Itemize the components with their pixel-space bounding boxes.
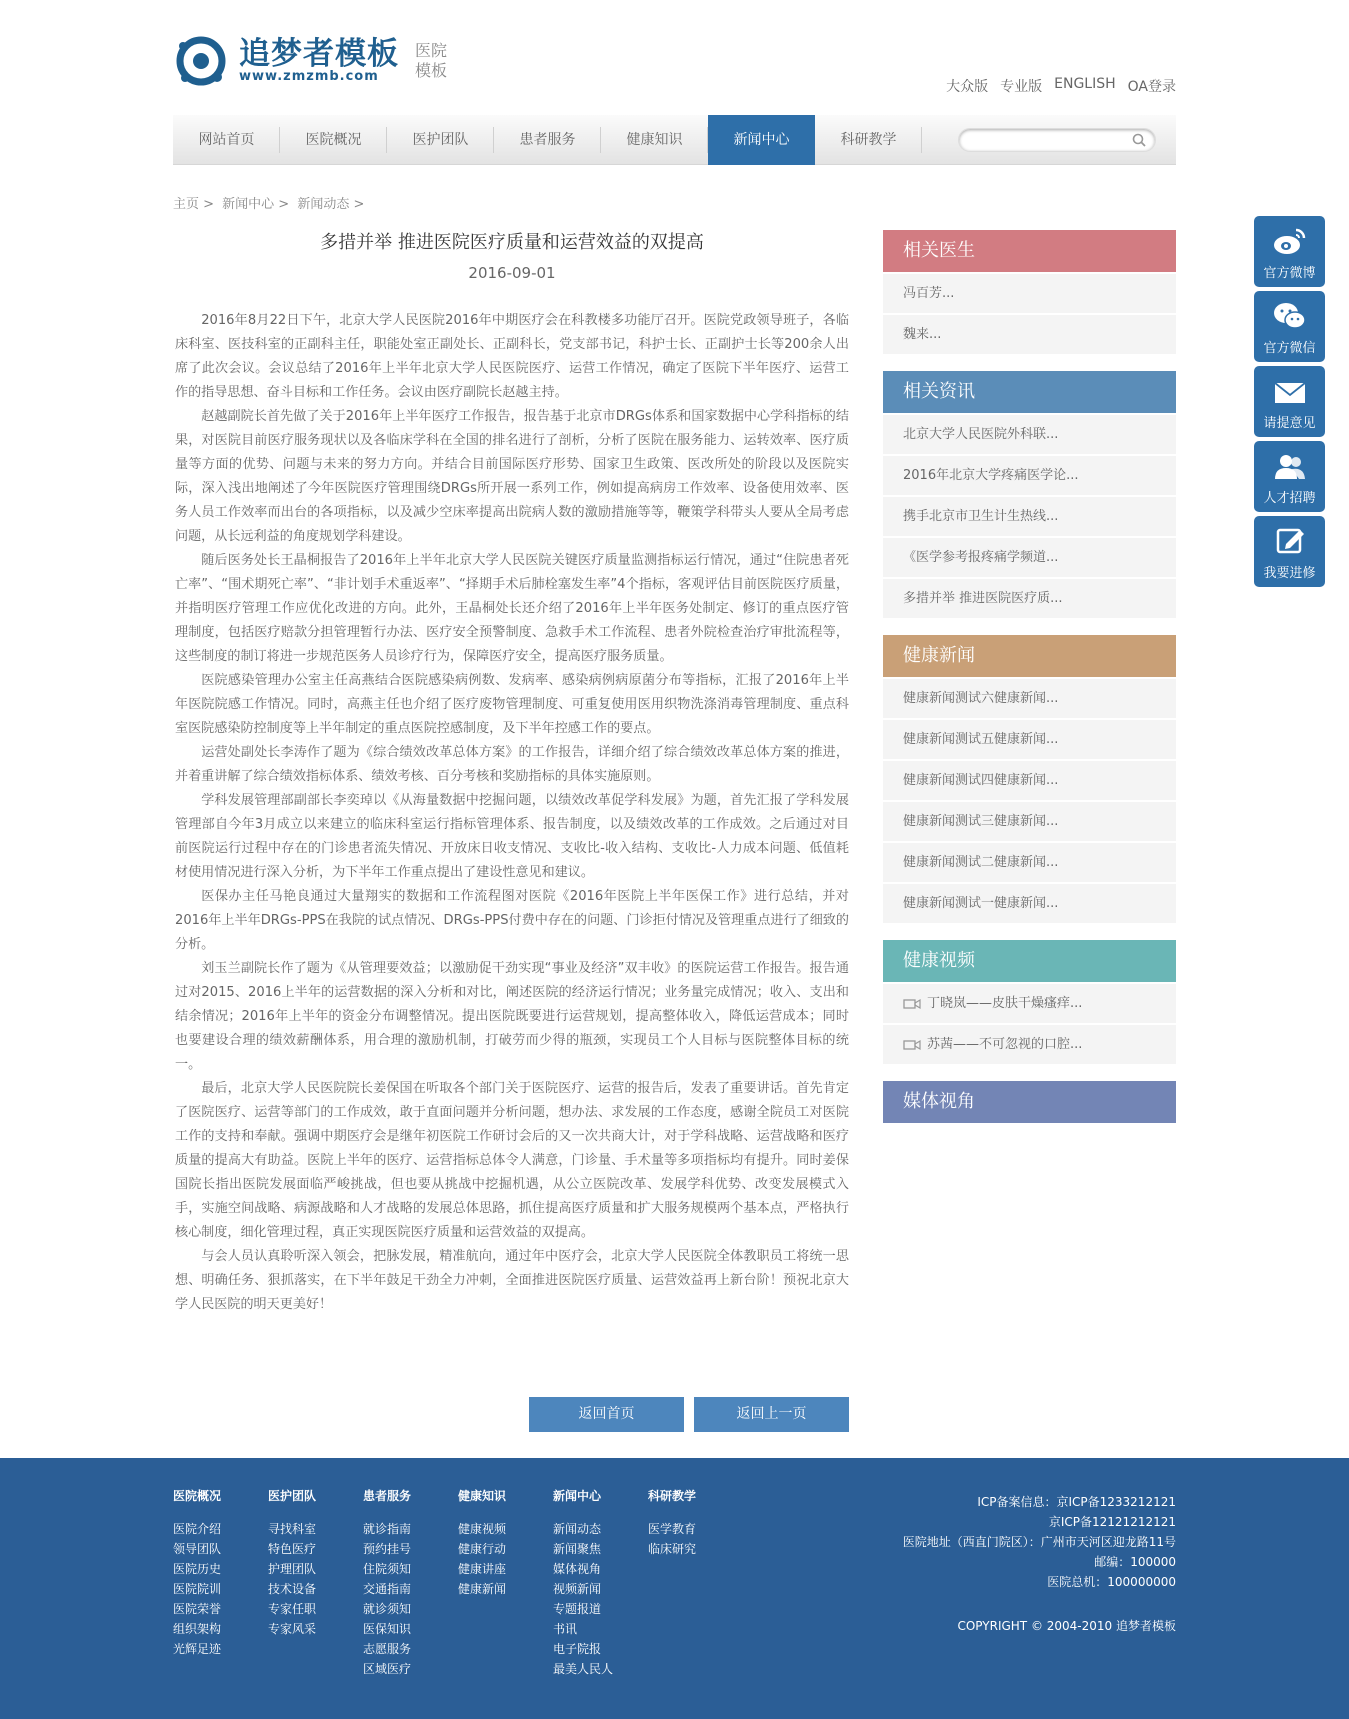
- list-item[interactable]: 健康新闻测试四健康新闻...: [883, 761, 1176, 800]
- article-buttons: [529, 1397, 849, 1432]
- nav-item-health[interactable]: 健康知识: [601, 115, 708, 165]
- feedback-button[interactable]: [1254, 366, 1325, 437]
- footer-link[interactable]: 新闻动态: [553, 1522, 602, 1536]
- main-nav: [173, 115, 1176, 165]
- footer-link[interactable]: 健康新闻: [458, 1582, 507, 1596]
- footer-info-line: 医院总机：100000000: [1047, 1575, 1176, 1589]
- article-title: 多措并举 推进医院医疗质量和运营效益的双提高: [320, 232, 704, 253]
- search-icon[interactable]: [1132, 133, 1146, 147]
- article-body: [175, 309, 849, 1317]
- footer-link[interactable]: 医保知识: [363, 1622, 412, 1636]
- breadcrumb-news[interactable]: 新闻中心 >: [222, 197, 290, 212]
- list-item[interactable]: 健康新闻测试一健康新闻...: [883, 884, 1176, 923]
- article-paragraph: 最后，北京大学人民医院院长姜保国在听取各个部门关于医院医疗、运营的报告后，发表了重要讲话。首先肯定了医院医疗、运营等部门的工作成效，敢于直面问题并分析问题，想办法、求发展的工作态度，感谢全院员工对医院工作的支持和奉献。强调中期医疗会是继年初医院工作研讨会后的又一次共商大计，对于学科战略、运营战略和医疗质量的提高大有助益。医院上半年的医疗、运营指标总体令人满意，门诊量、手术量等多项指标均有提升。同时姜保国院长指出医院发展面临严峻挑战，但也要从挑战中挖掘机遇，从公立医院改革、发展学科优势、改变发展模式入手，实施空间战略、病源战略和人才战略的发展总体思路，抓住提高医疗质量和扩大服务规模两个基本点，严格执行核心制度，细化管理过程，真正实现医院医疗质量和运营效益的双提高。: [175, 1081, 849, 1240]
- nav-item-news[interactable]: 新闻中心: [708, 115, 815, 165]
- footer-link[interactable]: 最美人民人: [553, 1662, 614, 1676]
- wechat-button[interactable]: [1254, 291, 1325, 362]
- weibo-icon: [1272, 226, 1308, 256]
- footer-column: [648, 1489, 743, 1679]
- nav-item-home[interactable]: 网站首页: [173, 115, 280, 165]
- list-item[interactable]: 健康新闻测试三健康新闻...: [883, 802, 1176, 841]
- footer-link[interactable]: 区域医疗: [363, 1662, 412, 1676]
- footer-link[interactable]: 交通指南: [363, 1582, 412, 1596]
- float-label: 官方微信: [1263, 341, 1316, 356]
- wechat-icon: [1272, 301, 1308, 331]
- article-paragraph: 赵越副院长首先做了关于2016年上半年医疗工作报告，报告基于北京市DRGs体系和国家数据中心学科指标的结果，对医院目前医疗服务现状以及各临床学科在全国的排名进行了剖析，分析了医院在服务能力、运转效率、医疗质量等方面的优势、问题与未来的努力方向。并结合目前国际医疗形势、国家卫生政策、医改所处的阶段以及医院实际，深入浅出地阐述了今年医院医疗管理围绕DRGs所开展一系列工作，例如提高病房工作效率、设备使用效率、医务人员工作效率而出台的各项指标，以及减少空床率提高出院病人数的激励措施等等，鞭策学科带头人要从全局考虑问题，从长远利益的角度规划学科建设。: [175, 409, 849, 544]
- footer-link[interactable]: 专题报道: [553, 1602, 602, 1616]
- footer-link[interactable]: 寻找科室: [268, 1522, 317, 1536]
- logo-subtitle: 医院模板: [415, 41, 448, 80]
- toplink-oa-login[interactable]: OA登录: [1127, 79, 1176, 95]
- video-item-label: 苏茜——不可忽视的口腔...: [927, 1037, 1083, 1052]
- edit-icon: [1272, 526, 1308, 556]
- video-item[interactable]: [883, 984, 1176, 1023]
- list-item[interactable]: 健康新闻测试二健康新闻...: [883, 843, 1176, 882]
- footer-info-line: 邮编：100000: [1094, 1555, 1176, 1569]
- footer-link[interactable]: 临床研究: [648, 1542, 697, 1556]
- footer-link[interactable]: 医院院训: [173, 1582, 222, 1596]
- video-camera-icon: [903, 1039, 921, 1051]
- footer-link[interactable]: 新闻聚焦: [553, 1542, 602, 1556]
- footer: [0, 1458, 1349, 1719]
- footer-info-line: ICP备案信息：京ICP备1233212121: [977, 1495, 1176, 1509]
- footer-link[interactable]: 就诊须知: [363, 1602, 412, 1616]
- footer-link[interactable]: 专家任职: [268, 1602, 317, 1616]
- footer-link[interactable]: 特色医疗: [268, 1542, 317, 1556]
- list-item[interactable]: 携手北京市卫生计生热线...: [883, 497, 1176, 536]
- floating-toolbar: [1254, 216, 1325, 591]
- list-item[interactable]: 健康新闻测试六健康新闻...: [883, 679, 1176, 718]
- list-item[interactable]: 2016年北京大学疼痛医学论...: [883, 456, 1176, 495]
- footer-info-line: 京ICP备12121212121: [1048, 1515, 1176, 1529]
- footer-link[interactable]: 光辉足迹: [173, 1642, 222, 1656]
- article-paragraph: 学科发展管理部副部长李奕琸以《从海量数据中挖掘问题，以绩效改革促学科发展》为题，首先汇报了学科发展管理部自今年3月成立以来建立的临床科室运行指标管理体系、报告制度，以及绩效改革的工作成效。之后通过对目前医院运行过程中存在的门诊患者流失情况、开放床日收支情况、支收比-收入结构、支收比-人力成本问题、低值耗材使用情况进行深入分析，为下半年工作重点提出了建设性意见和建议。: [175, 793, 849, 880]
- search-box: [958, 128, 1156, 152]
- list-item[interactable]: 魏来...: [883, 315, 1176, 354]
- list-item[interactable]: 北京大学人民医院外科联...: [883, 415, 1176, 454]
- footer-link[interactable]: 住院须知: [363, 1562, 412, 1576]
- footer-column: [173, 1489, 268, 1679]
- sidebar-box-doctors: [883, 230, 1176, 354]
- footer-columns: [173, 1489, 743, 1679]
- footer-column: [363, 1489, 458, 1679]
- float-label: 请提意见: [1263, 416, 1316, 431]
- footer-link[interactable]: 书讯: [553, 1622, 578, 1636]
- footer-link[interactable]: 专家风采: [268, 1622, 317, 1636]
- list-item[interactable]: 健康新闻测试五健康新闻...: [883, 720, 1176, 759]
- logo-icon: [173, 33, 237, 89]
- header: [173, 0, 1176, 108]
- footer-link[interactable]: 医学教育: [648, 1522, 697, 1536]
- logo-name: 追梦者模板: [239, 36, 399, 72]
- back-previous-button[interactable]: 返回上一页: [694, 1397, 849, 1432]
- recruitment-button[interactable]: [1254, 441, 1325, 512]
- footer-link[interactable]: 医院介绍: [173, 1522, 222, 1536]
- article-paragraph: 医院感染管理办公室主任高燕结合医院感染病例数、发病率、感染病例病原菌分布等指标，汇报了2016年上半年医院院感工作情况。同时，高燕主任也介绍了医疗废物管理制度、可重复使用医用织物洗涤消毒管理制度、重点科室医院感染防控制度等上半年制定的重点医院控感制度，及下半年控感工作的要点。: [175, 673, 849, 736]
- logo-url: www.zmzmb.com: [239, 69, 379, 84]
- footer-link[interactable]: 视频新闻: [553, 1582, 602, 1596]
- footer-link[interactable]: 媒体视角: [553, 1562, 602, 1576]
- float-label: 我要进修: [1263, 566, 1316, 581]
- video-item-label: 丁晓岚——皮肤干燥瘙痒...: [927, 996, 1083, 1011]
- float-label: 人才招聘: [1263, 491, 1316, 506]
- sidebar-box-health-video: [883, 940, 1176, 1064]
- footer-link[interactable]: 预约挂号: [363, 1542, 412, 1556]
- users-icon: [1272, 453, 1308, 481]
- video-item[interactable]: [883, 1025, 1176, 1064]
- toplink-public[interactable]: 大众版: [946, 79, 989, 95]
- mail-icon: [1272, 380, 1308, 406]
- search-input[interactable]: [971, 129, 1131, 151]
- back-home-button[interactable]: 返回首页: [529, 1397, 684, 1432]
- footer-link[interactable]: 电子院报: [553, 1642, 602, 1656]
- footer-link[interactable]: 就诊指南: [363, 1522, 412, 1536]
- toplink-english[interactable]: ENGLISH: [1054, 76, 1116, 92]
- list-item[interactable]: 《医学参考报疼痛学频道...: [883, 538, 1176, 577]
- breadcrumb: [173, 193, 368, 212]
- footer-link[interactable]: 健康讲座: [458, 1562, 507, 1576]
- footer-column-title: 健康知识: [458, 1489, 507, 1503]
- box-title: 媒体视角: [883, 1081, 1176, 1123]
- article-paragraph: 刘玉兰副院长作了题为《从管理要效益；以激励促干劲实现“事业及经济”双丰收》的医院运营工作报告。报告通过对2015、2016上半年的运营数据的深入分析和对比，阐述医院的经济运行情况；业务量完成情况；收入、支出和结余情况；2016年上半年的资金分布调整情况。提出医院既要进行运营规划，提高整体收入，降低运营成本；同时也要建设合理的绩效薪酬体系，用合理的激励机制，打破劳而少得的瓶颈，实现员工个人目标与医院整体目标的统一。: [175, 961, 849, 1072]
- sidebar-box-related-news: [883, 371, 1176, 618]
- article-paragraph: 随后医务处长王晶桐报告了2016年上半年北京大学人民医院关键医疗质量监测指标运行情况，通过“住院患者死亡率”、“围术期死亡率”、“非计划手术重返率”、“择期手术后肺栓塞发生率”4个指标，客观评估目前医院医疗质量，并指明医疗管理工作应优化改进的方向。此外，王晶桐处长还介绍了2016年上半年医务处制定、修订的重点医疗管理制度，包括医疗赔款分担管理暂行办法、医疗安全预警制度、急救手术工作流程、患者外院检查治疗审批流程等，这些制度的制订将进一步规范医务人员诊疗行为，保障医疗安全，提高医疗服务质量。: [175, 553, 850, 664]
- article-paragraph: 医保办主任马艳良通过大量翔实的数据和工作流程图对医院《2016年医院上半年医保工作》进行总结，并对2016年上半年DRGs-PPS在我院的试点情况、DRGs-PPS付费中存在的问题、门诊拒付情况及管理重点进行了细致的分析。: [175, 889, 849, 952]
- copyright: COPYRIGHT © 2004-2010 追梦者模板: [957, 1619, 1176, 1633]
- article-paragraph: 与会人员认真聆听深入领会，把脉发展，精准航向，通过年中医疗会，北京大学人民医院全体教职员工将统一思想、明确任务、狠抓落实，在下半年鼓足干劲全力冲刺，全面推进医院医疗质量、运营效益再上新台阶！预祝北京大学人民医院的明天更美好！: [175, 1249, 849, 1312]
- logo[interactable]: [173, 33, 451, 89]
- footer-column-title: 医护团队: [268, 1489, 317, 1503]
- weibo-button[interactable]: [1254, 216, 1325, 287]
- footer-link[interactable]: 护理团队: [268, 1562, 317, 1576]
- footer-link[interactable]: 健康行动: [458, 1542, 507, 1556]
- top-links: [946, 76, 1176, 96]
- training-button[interactable]: [1254, 516, 1325, 587]
- footer-link[interactable]: 技术设备: [268, 1582, 317, 1596]
- footer-column: [553, 1489, 648, 1679]
- footer-link[interactable]: 领导团队: [173, 1542, 222, 1556]
- footer-link[interactable]: 志愿服务: [363, 1642, 412, 1656]
- box-title: 健康新闻: [883, 635, 1176, 677]
- footer-link[interactable]: 组织架构: [173, 1622, 222, 1636]
- footer-column: [458, 1489, 553, 1679]
- box-title: 健康视频: [883, 940, 1176, 982]
- box-title: 相关医生: [883, 230, 1176, 272]
- float-label: 官方微博: [1263, 266, 1316, 281]
- article-paragraph: 2016年8月22日下午，北京大学人民医院2016年中期医疗会在科教楼多功能厅召开。医院党政领导班子，各临床科室、医技科室的正副科主任，职能处室正副处长、正副科长，党支部书记，科护士长、正副护士长等200余人出席了此次会议。会议总结了2016年上半年北京大学人民医院医疗、运营工作情况，确定了医院下半年医疗、运营工作的指导思想、奋斗目标和工作任务。会议由医疗副院长赵越主持。: [175, 313, 849, 400]
- footer-link[interactable]: 医院荣誉: [173, 1602, 222, 1616]
- footer-column: [268, 1489, 363, 1679]
- nav-item-research[interactable]: 科研教学: [815, 115, 922, 165]
- sidebar: [883, 230, 1176, 1140]
- article-paragraph: 运营处副处长李涛作了题为《综合绩效改革总体方案》的工作报告，详细介绍了综合绩效改革总体方案的推进，并着重讲解了综合绩效指标体系、绩效考核、百分考核和奖励指标的具体实施原则。: [175, 745, 849, 784]
- footer-column-title: 患者服务: [363, 1489, 412, 1503]
- article-date: 2016-09-01: [468, 264, 556, 282]
- list-item[interactable]: 多措并举 推进医院医疗质...: [883, 579, 1176, 618]
- nav-item-patient[interactable]: 患者服务: [494, 115, 601, 165]
- footer-column-title: 医院概况: [173, 1489, 222, 1503]
- article: [175, 230, 849, 1317]
- list-item[interactable]: 冯百芳...: [883, 274, 1176, 313]
- footer-column-title: 新闻中心: [553, 1489, 602, 1503]
- box-title: 相关资讯: [883, 371, 1176, 413]
- footer-info-line: 医院地址（西直门院区）：广州市天河区迎龙路11号: [902, 1535, 1176, 1549]
- toplink-professional[interactable]: 专业版: [1000, 79, 1043, 95]
- footer-link[interactable]: 医院历史: [173, 1562, 222, 1576]
- footer-info: [903, 1492, 1176, 1636]
- sidebar-box-media: [883, 1081, 1176, 1123]
- footer-column-title: 科研教学: [648, 1489, 697, 1503]
- video-camera-icon: [903, 998, 921, 1010]
- footer-link[interactable]: 健康视频: [458, 1522, 507, 1536]
- breadcrumb-news-updates[interactable]: 新闻动态 >: [297, 197, 365, 212]
- breadcrumb-home[interactable]: 主页 >: [173, 197, 215, 212]
- nav-item-overview[interactable]: 医院概况: [280, 115, 387, 165]
- nav-item-team[interactable]: 医护团队: [387, 115, 494, 165]
- sidebar-box-health-news: [883, 635, 1176, 923]
